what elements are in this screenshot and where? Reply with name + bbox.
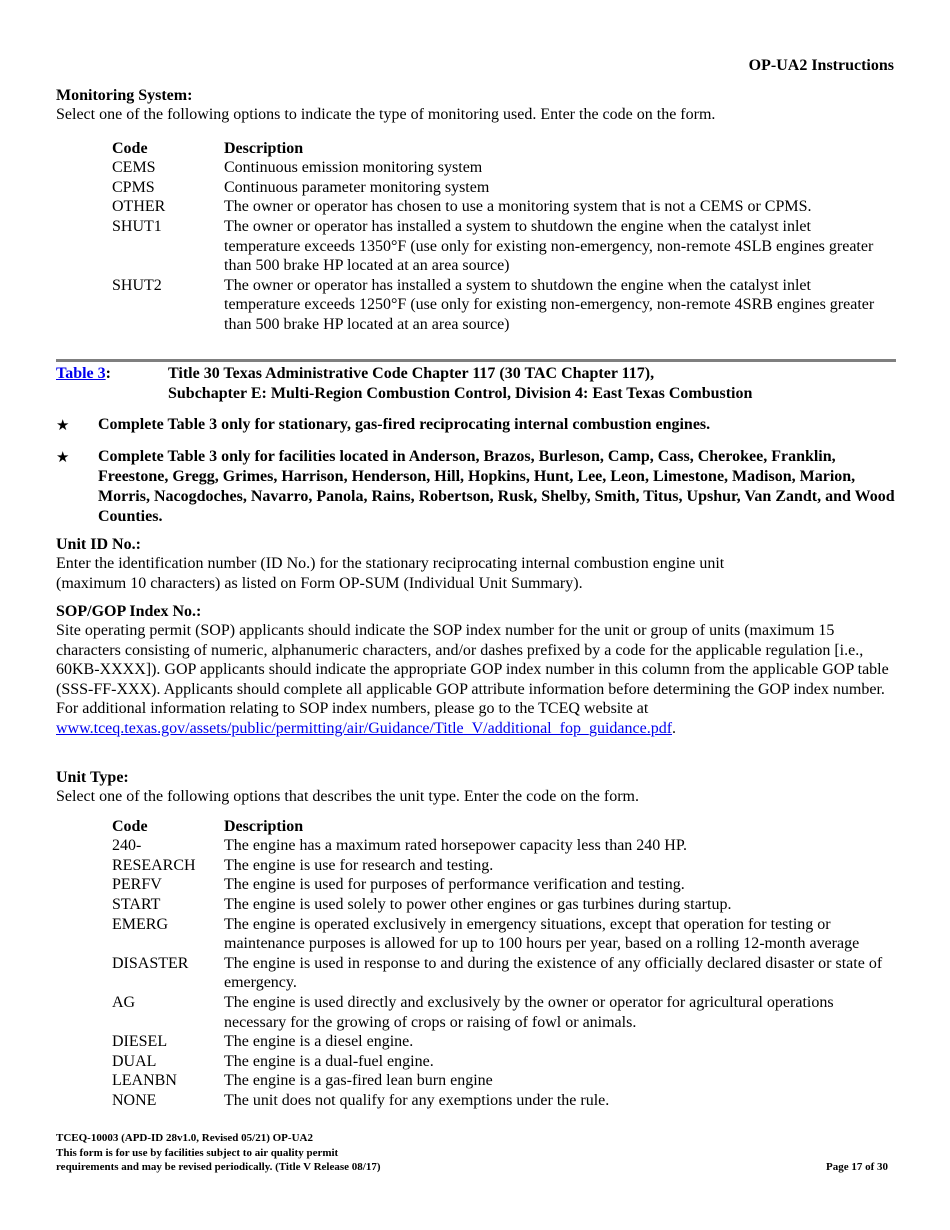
- footer-notice-line1: This form is for use by facilities subject to air quality permit: [56, 1146, 339, 1159]
- sop-title: SOP/GOP Index No.:: [56, 603, 202, 620]
- table-row: [112, 1032, 884, 1052]
- table-row: [112, 197, 884, 217]
- description-cell: The engine is used directly and exclusively by the owner or operator for agricultural operations necessary for the growing of crops or raising of fowl or animals.: [224, 993, 834, 1031]
- unit-type-title: Unit Type:: [56, 769, 129, 786]
- tceq-guidance-link[interactable]: www.tceq.texas.gov/assets/public/permitting/air/Guidance/Title_V/additional_fop_guidance.pdf: [56, 719, 673, 737]
- table3-link[interactable]: Table 3: [56, 365, 106, 382]
- table-row: [112, 1071, 884, 1091]
- unit-type-section: [56, 768, 896, 1111]
- table3-title-line2: Subchapter E: Multi-Region Combustion Control, Division 4: East Texas Combustion: [168, 385, 753, 402]
- bullet-item: [56, 447, 896, 527]
- code-cell: AG: [112, 993, 136, 1011]
- code-cell: OTHER: [112, 198, 166, 216]
- code-cell: RESEARCH: [112, 856, 196, 874]
- table-row: [112, 1091, 884, 1111]
- unit-type-code-table: [112, 817, 884, 1111]
- code-cell: PERFV: [112, 876, 162, 894]
- sop-period: .: [672, 719, 677, 737]
- table-row: [112, 875, 884, 895]
- unit-type-intro: Select one of the following options that describes the unit type. Enter the code on the form.: [56, 788, 639, 805]
- description-cell: The engine is a diesel engine.: [224, 1033, 414, 1051]
- table3-heading: [56, 364, 896, 404]
- table-row: [112, 895, 884, 915]
- page-number: Page 17 of 30: [825, 1161, 888, 1173]
- code-cell: CPMS: [112, 178, 155, 196]
- sop-text-block: [56, 621, 896, 739]
- code-cell: SHUT2: [112, 276, 162, 294]
- table3-title-line1: Title 30 Texas Administrative Code Chapter 117 (30 TAC Chapter 117),: [168, 365, 655, 382]
- code-cell: DIESEL: [112, 1033, 168, 1051]
- code-cell: DUAL: [112, 1052, 157, 1070]
- table-row: [112, 836, 884, 856]
- page-footer: [56, 1131, 892, 1175]
- table-row: [112, 954, 884, 993]
- table-row: [112, 276, 884, 335]
- unit-id-section: [56, 535, 896, 593]
- description-cell: The engine has a maximum rated horsepower capacity less than 240 HP.: [224, 837, 687, 855]
- star-icon: ★: [56, 448, 70, 466]
- unit-id-text: Enter the identification number (ID No.) for the stationary reciprocating internal combustion engine unit (maximum 10 characters) as listed on Form OP-SUM (Individual Unit Summary).: [56, 555, 725, 592]
- code-cell: CEMS: [112, 159, 156, 177]
- description-cell: The engine is a dual-fuel engine.: [224, 1052, 434, 1070]
- footer-form-id: TCEQ-10003 (APD-ID 28v1.0, Revised 05/21) OP-UA2: [56, 1132, 313, 1144]
- description-cell: The engine is operated exclusively in emergency situations, except that operation for testing or maintenance purposes is allowed for up to 100 hours per year, based on a rolling 12-month average: [224, 915, 860, 953]
- star-icon: ★: [56, 416, 70, 434]
- description-cell: The owner or operator has installed a system to shutdown the engine when the catalyst inlet temperature exceeds 1250°F (use only for existing non-emergency, non-remote 4SRB engines greater than 500 brake HP located at an area source): [224, 276, 875, 333]
- table3-colon: :: [105, 365, 111, 382]
- bullet-item: [56, 415, 896, 435]
- code-cell: START: [112, 895, 161, 913]
- description-column-header: Description: [224, 139, 304, 157]
- section-divider: [56, 359, 896, 362]
- code-column-header: Code: [112, 817, 148, 835]
- description-cell: The engine is used solely to power other engines or gas turbines during startup.: [224, 895, 732, 913]
- code-cell: 240-: [112, 837, 142, 855]
- page-header-title: OP-UA2 Instructions: [748, 57, 894, 74]
- bullet-text: Complete Table 3 only for facilities located in Anderson, Brazos, Burleson, Camp, Cass, Cherokee, Franklin, Freestone, Gregg, Grimes, Harrison, Henderson, Hill, Hopkins, Hunt, Lee, Leon, Limestone, Madison, Marion, Morris, Nacogdoches, Navarro, Panola, Rains, Robertson, Rusk, Shelby, Smith, Titus, Upshur, Van Zandt, and Wood Counties.: [98, 448, 895, 525]
- sop-section: [56, 602, 896, 739]
- code-cell: EMERG: [112, 915, 168, 933]
- description-cell: The owner or operator has chosen to use a monitoring system that is not a CEMS or CPMS.: [224, 198, 812, 216]
- table-row: [112, 178, 884, 198]
- description-cell: The owner or operator has installed a system to shutdown the engine when the catalyst inlet temperature exceeds 1350°F (use only for existing non-emergency, non-remote 4SLB engines greater than 500 brake HP located at an area source): [224, 217, 874, 275]
- monitoring-intro: Select one of the following options to indicate the type of monitoring used. Enter the code on the form.: [56, 106, 716, 123]
- description-cell: Continuous parameter monitoring system: [224, 178, 490, 196]
- table-row: [112, 217, 884, 276]
- code-cell: SHUT1: [112, 217, 162, 235]
- table-row: [112, 158, 884, 178]
- code-cell: LEANBN: [112, 1072, 177, 1090]
- description-cell: The engine is used in response to and during the existence of any officially declared disaster or state of emergency.: [224, 954, 883, 992]
- description-cell: The unit does not qualify for any exemptions under the rule.: [224, 1091, 610, 1109]
- description-cell: The engine is used for purposes of performance verification and testing.: [224, 876, 685, 894]
- monitoring-title: Monitoring System:: [56, 87, 193, 104]
- description-cell: Continuous emission monitoring system: [224, 159, 483, 177]
- description-cell: The engine is a gas-fired lean burn engine: [224, 1072, 493, 1090]
- table-row: [112, 1052, 884, 1072]
- monitoring-code-table: [112, 139, 884, 335]
- code-cell: DISASTER: [112, 954, 189, 972]
- footer-notice-line2: requirements and may be revised periodically. (Title V Release 08/17): [56, 1161, 381, 1173]
- table3-bullets: [56, 415, 896, 527]
- table-row: [112, 993, 884, 1032]
- unit-id-title: Unit ID No.:: [56, 536, 141, 553]
- table-row: [112, 856, 884, 876]
- code-column-header: Code: [112, 139, 148, 157]
- table-row: [112, 915, 884, 954]
- description-column-header: Description: [224, 817, 304, 835]
- code-cell: NONE: [112, 1091, 157, 1109]
- description-cell: The engine is use for research and testing.: [224, 856, 494, 874]
- monitoring-section: [56, 86, 896, 335]
- sop-text: Site operating permit (SOP) applicants should indicate the SOP index number for the unit or group of units (maximum 15 characters consisting of numeric, alphanumeric characters, and/or dashes prefixed by a code for the applicable regulation [i.e., 60KB-XXXX]). GOP applicants should indicate the appropriate GOP index number in this column from the applicable GOP table (SSS-FF-XXX). Applicants should complete all applicable GOP attribute information before determining the GOP index number. For additional information relating to SOP index numbers, please go to the TCEQ website at: [56, 622, 889, 718]
- bullet-text: Complete Table 3 only for stationary, gas-fired reciprocating internal combustion engines.: [98, 416, 711, 433]
